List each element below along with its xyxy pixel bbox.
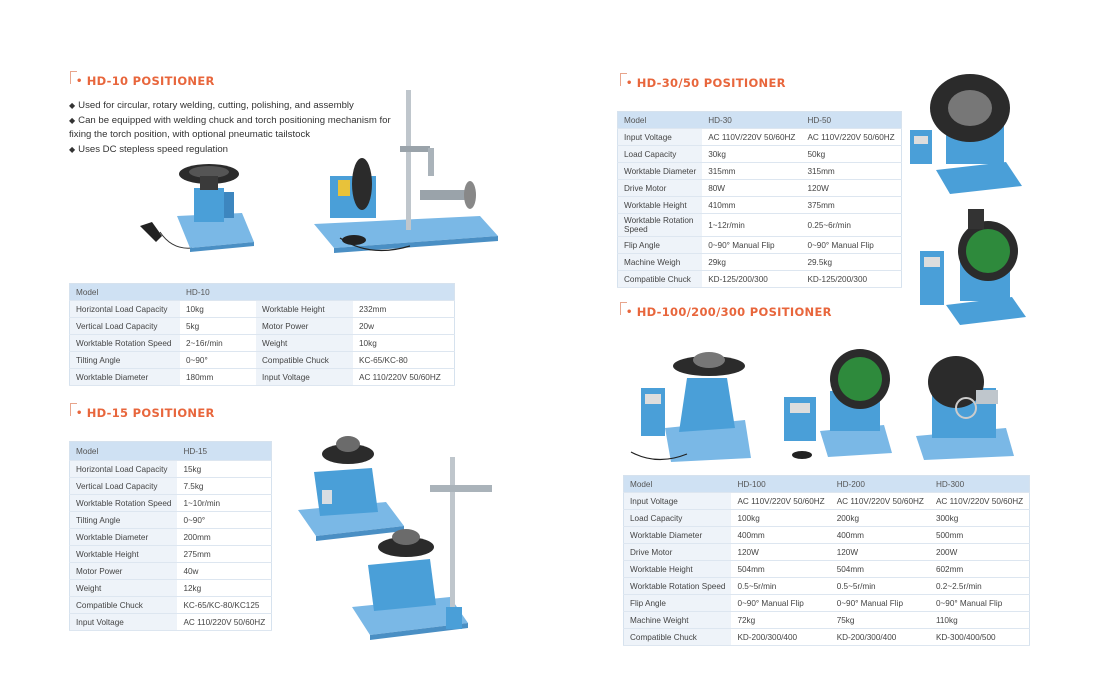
- hd30-positioner-image: [906, 70, 1026, 198]
- table-row: Motor Power 40w: [70, 563, 272, 580]
- table-row: Flip Angle 0~90° Manual Flip 0~90° Manual Flip 0~90° Manual Flip: [624, 595, 1030, 612]
- hd10-torch-positioner-image: [310, 88, 500, 263]
- table-row: Compatible Chuck KD-200/300/400 KD-200/300/400 KD-300/400/500: [624, 629, 1030, 646]
- hd100-positioner-image: [627, 348, 752, 466]
- table-row: Flip Angle 0~90° Manual Flip 0~90° Manual Flip: [618, 237, 902, 254]
- table-row: Worktable Rotation Speed 1~10r/min: [70, 495, 272, 512]
- hd100-title: • HD-100/200/300 POSITIONER: [626, 305, 832, 319]
- table-header: HD-100: [731, 476, 830, 493]
- table-row: Worktable Height 275mm: [70, 546, 272, 563]
- table-row: Vertical Load Capacity 5kg Motor Power 20w: [70, 318, 455, 335]
- table-row: Machine Weigh 29kg 29.5kg: [618, 254, 902, 271]
- table-row: Load Capacity 100kg 200kg 300kg: [624, 510, 1030, 527]
- table-row: Worktable Height 504mm 504mm 602mm: [624, 561, 1030, 578]
- table-row: Vertical Load Capacity 7.5kg: [70, 478, 272, 495]
- table-header: [256, 284, 353, 301]
- table-row: Input Voltage AC 110V/220V 50/60HZ AC 110V/220V 50/60HZ: [618, 129, 902, 146]
- table-header: HD-50: [801, 112, 901, 129]
- hd10-title: • HD-10 POSITIONER: [76, 74, 215, 88]
- table-row: Worktable Rotation Speed 2~16r/min Weight 10kg: [70, 335, 455, 352]
- table-row: Compatible Chuck KD-125/200/300 KD-125/200/300: [618, 271, 902, 288]
- table-header: [353, 284, 455, 301]
- table-row: Machine Weight 72kg 75kg 110kg: [624, 612, 1030, 629]
- table-row: Input Voltage AC 110/220V 50/60HZ: [70, 614, 272, 631]
- table-row: Weight 12kg: [70, 580, 272, 597]
- hd15-title: • HD-15 POSITIONER: [76, 406, 215, 420]
- feature-item: ◆ Used for circular, rotary welding, cutting, polishing, and assembly: [69, 100, 354, 111]
- table-header: Model: [70, 284, 181, 301]
- hd15-torch-positioner-image: [350, 455, 495, 643]
- table-row: Horizontal Load Capacity 15kg: [70, 461, 272, 478]
- table-row: Compatible Chuck KC-65/KC-80/KC125: [70, 597, 272, 614]
- table-header: HD-200: [831, 476, 930, 493]
- feature-item: ◆ Uses DC stepless speed regulation: [69, 143, 229, 155]
- table-header: HD-10: [180, 284, 256, 301]
- table-row: Worktable Height 410mm 375mm: [618, 197, 902, 214]
- table-row: Horizontal Load Capacity 10kg Worktable Height 232mm: [70, 301, 455, 318]
- hd300-positioner-image: [910, 352, 1018, 462]
- table-row: Worktable Diameter 200mm: [70, 529, 272, 546]
- hd10-spec-table: [69, 283, 455, 386]
- table-row: Tilting Angle 0~90°: [70, 512, 272, 529]
- table-header: HD-15: [177, 442, 271, 461]
- table-row: Worktable Rotation Speed 0.5~5r/min 0.5~5r/min 0.2~2.5r/min: [624, 578, 1030, 595]
- table-header: Model: [618, 112, 703, 129]
- table-row: Worktable Rotation Speed 1~12r/min 0.25~6r/min: [618, 214, 902, 237]
- table-row: Worktable Diameter 315mm 315mm: [618, 163, 902, 180]
- hd50-positioner-image: [916, 205, 1028, 327]
- table-header: HD-300: [930, 476, 1030, 493]
- table-row: Tilting Angle 0~90° Compatible Chuck KC-65/KC-80: [70, 352, 455, 369]
- table-row: Worktable Diameter 180mm Input Voltage AC 110/220V 50/60HZ: [70, 369, 455, 386]
- table-row: Drive Motor 120W 120W 200W: [624, 544, 1030, 561]
- table-row: Input Voltage AC 110V/220V 50/60HZ AC 110V/220V 50/60HZ AC 110V/220V 50/60HZ: [624, 493, 1030, 510]
- hd100-spec-table: [623, 475, 1030, 646]
- feature-item: ◆ Can be equipped with welding chuck and torch positioning mechanism for fixing the torch position, with optional pneumatic tailstock: [69, 114, 391, 140]
- hd200-positioner-image: [780, 345, 895, 465]
- hd3050-title: • HD-30/50 POSITIONER: [626, 76, 786, 90]
- table-header: Model: [70, 442, 178, 461]
- table-row: Load Capacity 30kg 50kg: [618, 146, 902, 163]
- hd10-positioner-image: [132, 158, 257, 266]
- table-row: Drive Motor 80W 120W: [618, 180, 902, 197]
- table-row: Worktable Diameter 400mm 400mm 500mm: [624, 527, 1030, 544]
- hd3050-spec-table: [617, 111, 902, 288]
- hd15-spec-table: [69, 441, 272, 631]
- table-header: Model: [624, 476, 732, 493]
- table-header: HD-30: [702, 112, 801, 129]
